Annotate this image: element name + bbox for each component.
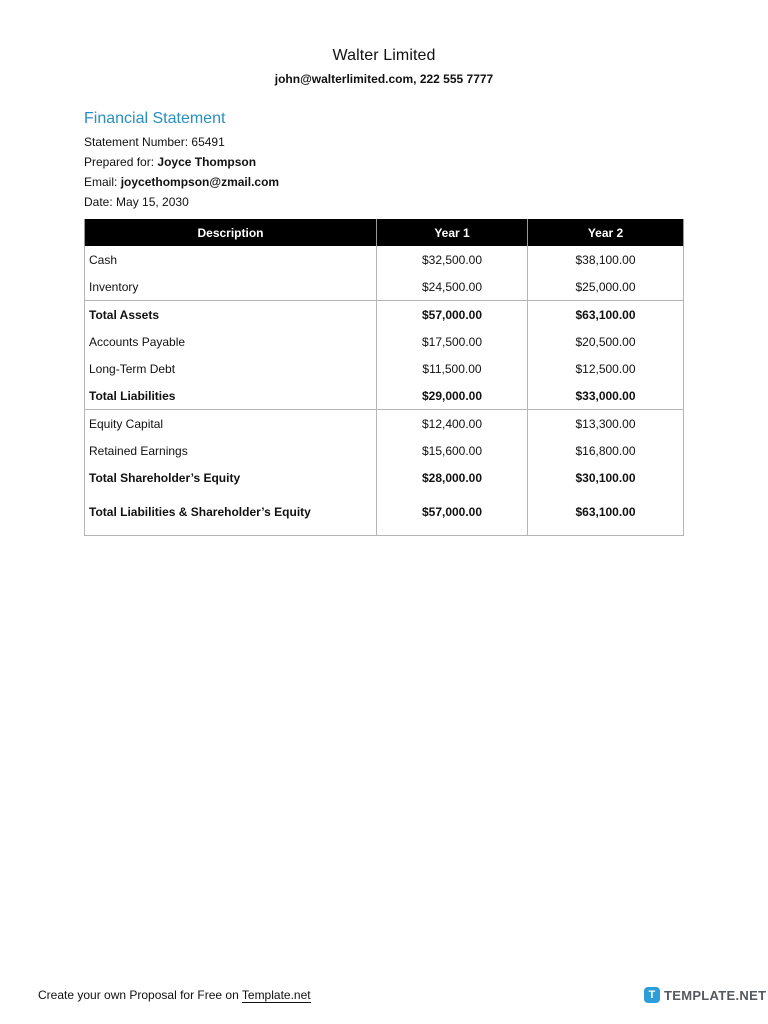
table-row	[85, 437, 684, 464]
table-spacer-row	[85, 491, 684, 503]
row-year-1: $57,000.00	[377, 301, 528, 329]
row-year-2: $30,100.00	[528, 464, 684, 491]
template-logo-icon: T	[644, 987, 660, 1003]
row-year-2: $63,100.00	[528, 503, 684, 536]
date	[84, 195, 189, 209]
prepared-for	[84, 155, 256, 169]
header-year-1: Year 1	[377, 219, 528, 246]
prepared-for-value: Joyce Thompson	[157, 155, 257, 169]
row-year-1: $28,000.00	[377, 464, 528, 491]
company-name: Walter Limited	[332, 47, 436, 64]
table-row	[85, 273, 684, 301]
row-year-1: $29,000.00	[377, 382, 528, 410]
statement-number-label: Statement Number:	[84, 135, 189, 149]
table-row-total	[85, 382, 684, 410]
row-year-1: $24,500.00	[377, 273, 528, 301]
row-year-2: $25,000.00	[528, 273, 684, 301]
row-description: Equity Capital	[85, 410, 377, 438]
row-description: Total Shareholder’s Equity	[85, 464, 377, 491]
row-description: Inventory	[85, 273, 377, 301]
row-year-2: $38,100.00	[528, 246, 684, 273]
row-year-1: $11,500.00	[377, 355, 528, 382]
date-value: May 15, 2030	[116, 195, 189, 209]
statement-title: Financial Statement	[84, 110, 226, 127]
email-value: joycethompson@zmail.com	[120, 175, 280, 189]
footer-text: Create your own Proposal for Free on	[38, 988, 239, 1002]
row-description: Long-Term Debt	[85, 355, 377, 382]
spacer-cell	[85, 491, 377, 503]
header-year-2: Year 2	[528, 219, 684, 246]
row-description: Total Assets	[85, 301, 377, 329]
statement-number	[84, 135, 225, 149]
template-logo[interactable]	[644, 987, 766, 1003]
table-row	[85, 246, 684, 273]
template-logo-word: TEMPLATE	[664, 987, 736, 1003]
email	[84, 175, 279, 189]
company-contact: john@walterlimited.com, 222 555 7777	[274, 72, 494, 86]
spacer-cell	[528, 491, 684, 503]
row-year-1: $12,400.00	[377, 410, 528, 438]
row-year-2: $13,300.00	[528, 410, 684, 438]
template-logo-suffix: .NET	[735, 987, 767, 1003]
row-year-2: $16,800.00	[528, 437, 684, 464]
table-row-grand-total	[85, 503, 684, 536]
row-year-1: $32,500.00	[377, 246, 528, 273]
row-description: Accounts Payable	[85, 328, 377, 355]
header-description: Description	[85, 219, 377, 246]
table-row	[85, 410, 684, 438]
row-description: Total Liabilities & Shareholder’s Equity	[85, 503, 377, 536]
footer-link[interactable]: Template.net	[241, 988, 311, 1002]
table-row-total	[85, 464, 684, 491]
spacer-cell	[377, 491, 528, 503]
prepared-for-label: Prepared for:	[84, 155, 155, 169]
row-year-1: $15,600.00	[377, 437, 528, 464]
table-header-row	[85, 219, 684, 246]
row-description: Total Liabilities	[85, 382, 377, 410]
table-row	[85, 355, 684, 382]
row-year-1: $57,000.00	[377, 503, 528, 536]
date-label: Date:	[84, 195, 113, 209]
row-year-2: $12,500.00	[528, 355, 684, 382]
email-label: Email:	[84, 175, 118, 189]
row-year-2: $20,500.00	[528, 328, 684, 355]
financial-table	[84, 219, 684, 536]
row-year-2: $63,100.00	[528, 301, 684, 329]
row-year-1: $17,500.00	[377, 328, 528, 355]
row-description: Cash	[85, 246, 377, 273]
table-row	[85, 328, 684, 355]
footer-promo	[38, 988, 311, 1002]
statement-number-value: 65491	[191, 135, 225, 149]
row-description: Retained Earnings	[85, 437, 377, 464]
row-year-2: $33,000.00	[528, 382, 684, 410]
table-row-total	[85, 301, 684, 329]
